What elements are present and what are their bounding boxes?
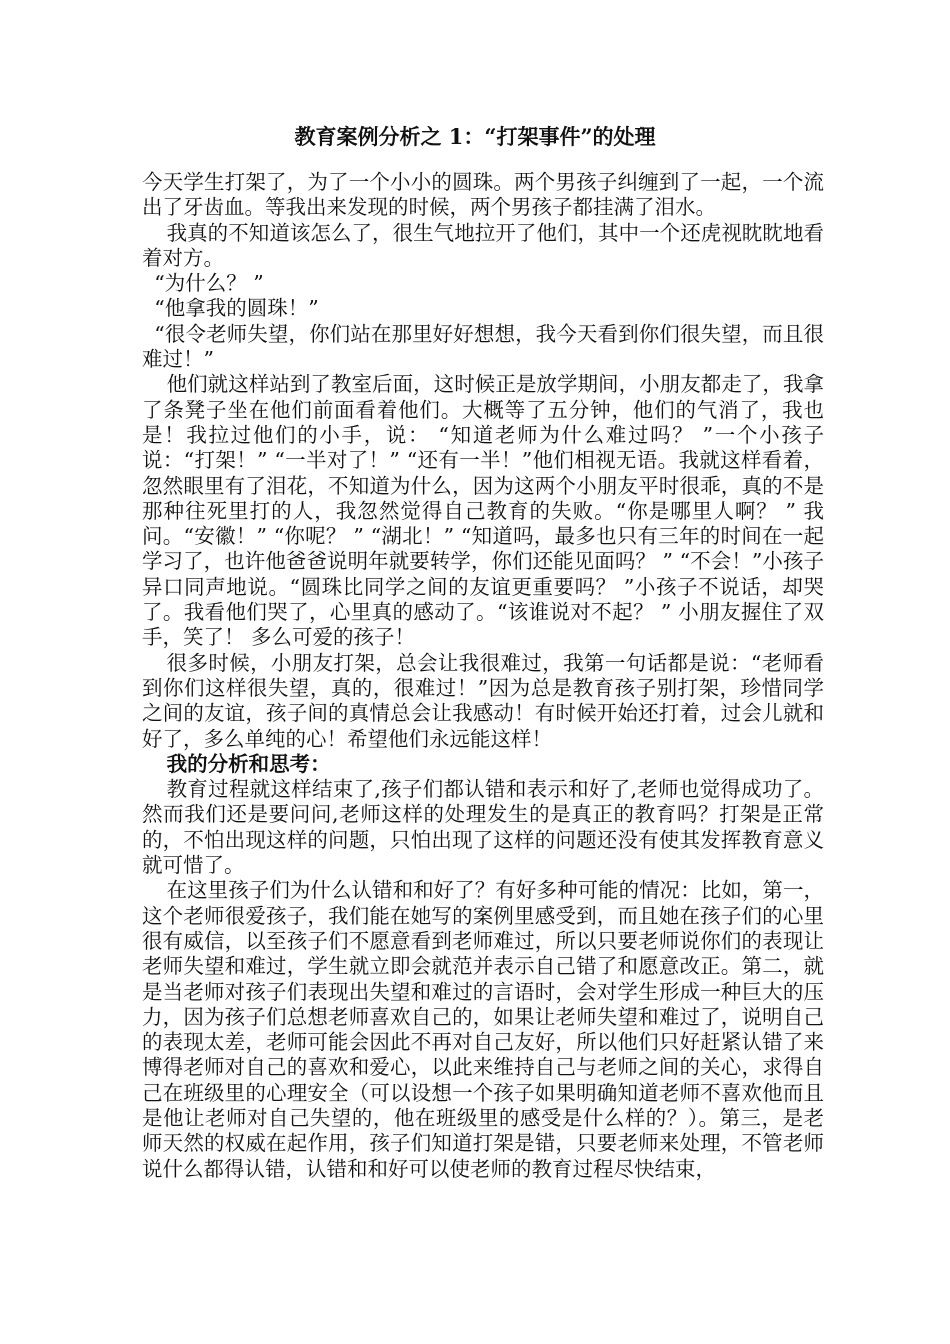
document-title: 教育案例分析之 1：“打架事件”的处理	[294, 124, 656, 149]
paragraph-5: “很令老师失望，你们站在那里好好想想，我今天看到你们很失望，而且很难过！”	[142, 321, 824, 372]
paragraph-8: 教育过程就这样结束了,孩子们都认错和表示和好了,老师也觉得成功了。然而我们还是要问问,老师这样的处理发生的是真正的教育吗？打架是正常的，不怕出现这样的问题，只怕出现了这样的问题还没有使其发挥教育意义就可惜了。	[142, 777, 824, 878]
section-heading: 我的分析和思考：	[166, 751, 331, 776]
paragraph-1: 今天学生打架了，为了一个小小的圆珠。两个男孩子纠缠到了一起，一个流出了牙齿血。等我出来发现的时候，两个男孩子都挂满了泪水。	[142, 170, 824, 220]
document-body	[142, 170, 824, 1182]
paragraph-6: 他们就这样站到了教室后面，这时候正是放学期间，小朋友都走了，我拿了条凳子坐在他们前面看着他们。大概等了五分钟，他们的气消了，我也是！我拉过他们的小手，说： “知道老师为什么难过吗？ ”一个小孩子说：“打架！” “一半对了！” “还有一半！”他们相视无语。我就这样看着，忽然眼里有了泪花，不知道为什么，因为这两个小朋友平时很乖，真的不是那种往死里打的人，我忽然觉得自己教育的失败。“你是哪里人啊？ ” 我问。“安徽！” “你呢？ ” “湖北！” “知道吗，最多也只有三年的时间在一起学习了，也许他爸爸说明年就要转学，你们还能见面吗？ ” “不会！”小孩子异口同声地说。“圆珠比同学之间的友谊更重要吗？ ”小孩子不说话，却哭了。我看他们哭了，心里真的感动了。“该谁说对不起？ ” 小朋友握住了双手，笑了！ 多么可爱的孩子！	[142, 372, 824, 650]
paragraph-4: “他拿我的圆珠！”	[154, 296, 319, 321]
paragraph-9: 在这里孩子们为什么认错和和好了？有好多种可能的情况：比如，第一，这个老师很爱孩子，我们能在她写的案例里感受到，而且她在孩子们的心里很有威信，以至孩子们不愿意看到老师难过，所以只要老师说你们的表现让老师失望和难过，学生就立即会就范并表示自己错了和愿意改正。第二，就是当老师对孩子们表现出失望和难过的言语时，会对学生形成一种巨大的压力，因为孩子们总想老师喜欢自己的，如果让老师失望和难过了，说明自己的表现太差，老师可能会因此不再对自己友好，所以他们只好赶紧认错了来博得老师对自己的喜欢和爱心，以此来维持自己与老师之间的关心，求得自己在班级里的心理安全（可以设想一个孩子如果明确知道老师不喜欢他而且是他让老师对自己失望的，他在班级里的感受是什么样的？）。第三，是老师天然的权威在起作用，孩子们知道打架是错，只要老师来处理，不管老师说什么都得认错，认错和和好可以使老师的教育过程尽快结束，	[142, 878, 824, 1181]
paragraph-2: 我真的不知道该怎么了，很生气地拉开了他们，其中一个还虎视眈眈地看着对方。	[142, 220, 824, 270]
paragraph-7: 很多时候，小朋友打架，总会让我很难过，我第一句话都是说：“老师看到你们这样很失望，真的，很难过！”因为总是教育孩子别打架，珍惜同学之间的友谊，孩子间的真情总会让我感动！有时候开始还打着，过会儿就和好了，多么单纯的心！希望他们永远能这样！	[142, 650, 824, 751]
paragraph-3: “为什么？ ”	[154, 271, 264, 296]
